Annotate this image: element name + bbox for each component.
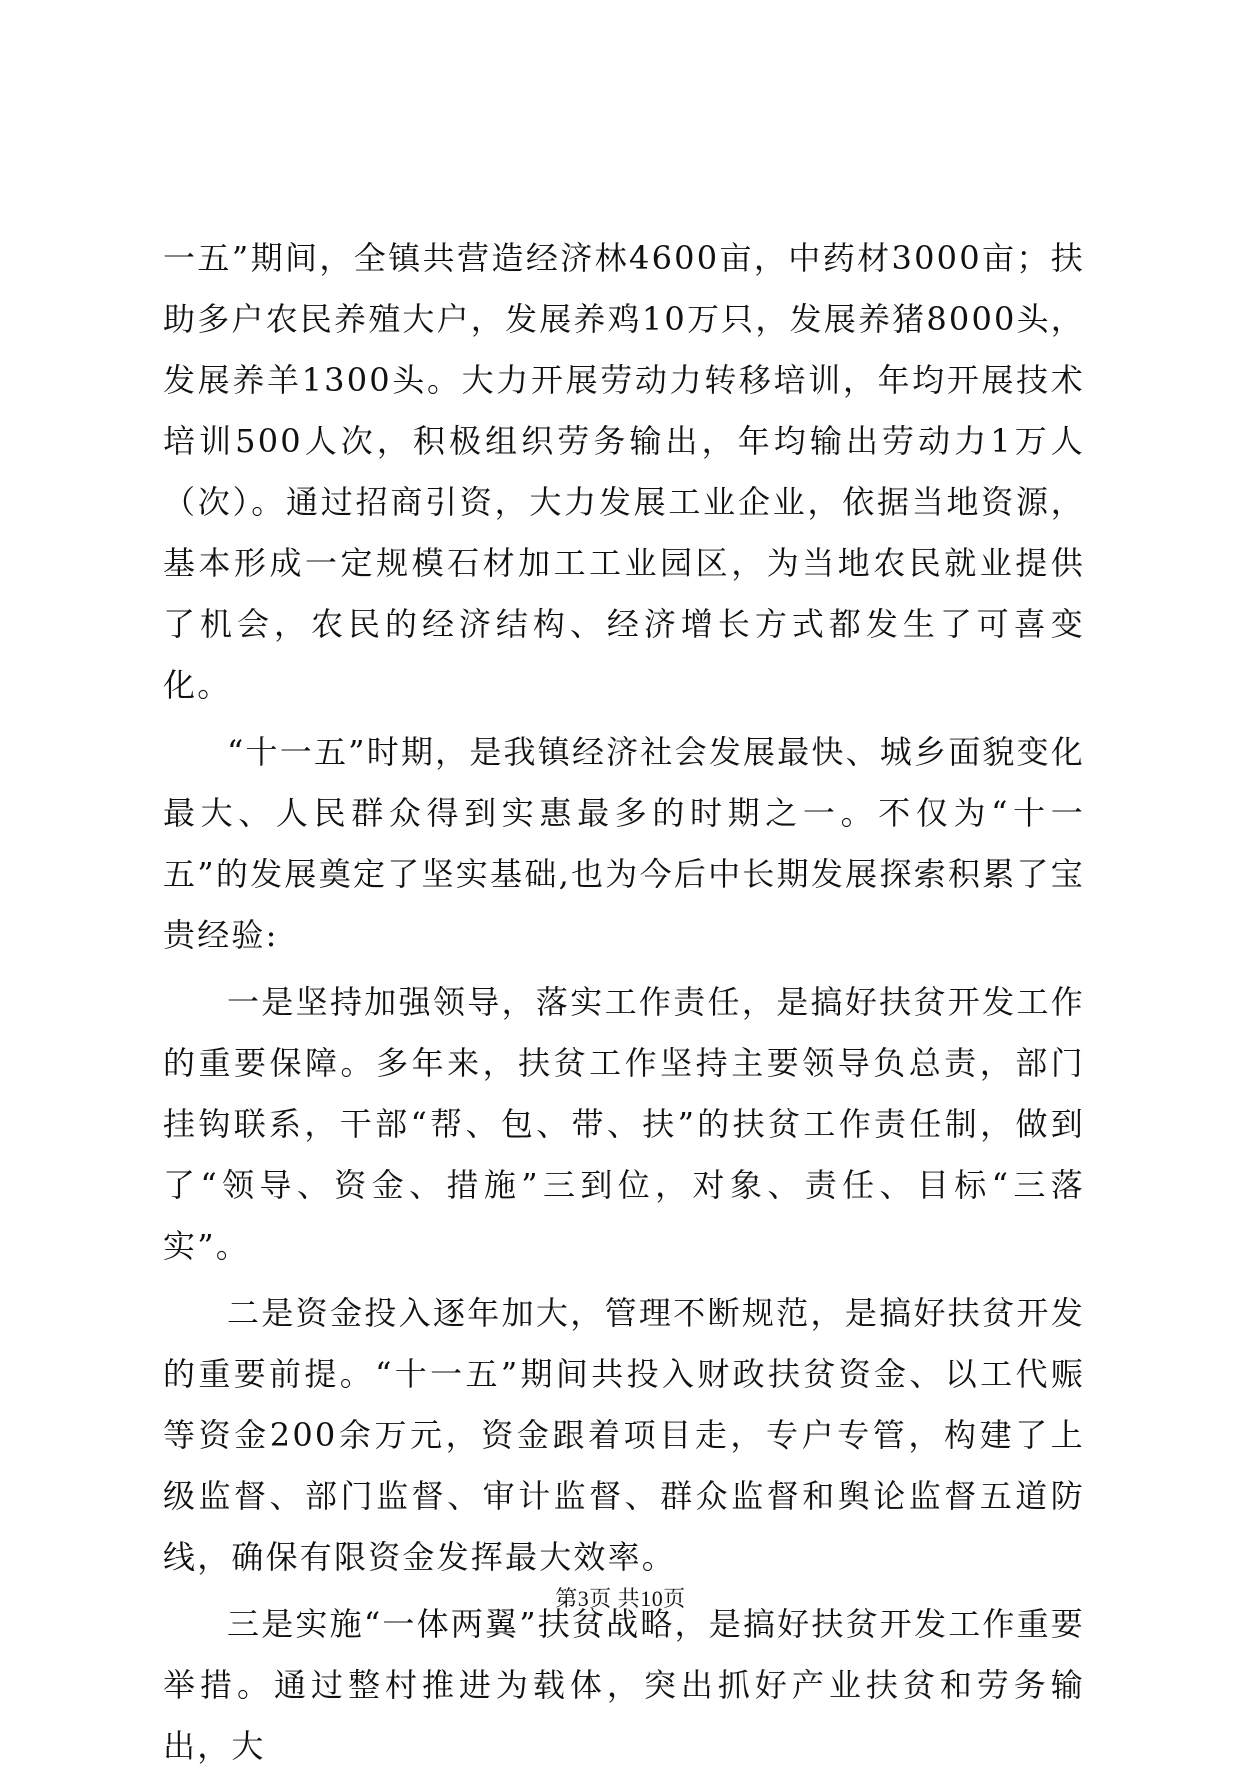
paragraph-period-summary: “十一五”时期，是我镇经济社会发展最快、城乡面貌变化最大、人民群众得到实惠最多的时期之一。不仅为“十一五”的发展奠定了坚实基础,也为今后中长期发展探索积累了宝贵经验: <box>163 733 1085 954</box>
document-body <box>163 228 1085 1783</box>
paragraph-continued: 一五”期间，全镇共营造经济林4600亩，中药材3000亩；扶助多户农民养殖大户，发展养鸡10万只，发展养猪8000头，发展养羊1300头。大力开展劳动力转移培训，年均开展技术培训500人次，积极组织劳务输出，年均输出劳动力1万人（次）。通过招商引资，大力发展工业企业，依据当地资源，基本形成一定规模石材加工工业园区，为当地农民就业提供了机会，农民的经济结构、经济增长方式都发生了可喜变化。 <box>163 239 1085 704</box>
paragraph-experience-three: 三是实施“一体两翼”扶贫战略，是搞好扶贫开发工作重要举措。通过整村推进为载体，突出抓好产业扶贫和劳务输出，大 <box>163 1605 1085 1765</box>
page-number-footer: 第3页 共10页 <box>555 1586 686 1611</box>
paragraph-experience-one: 一是坚持加强领导，落实工作责任，是搞好扶贫开发工作的重要保障。多年来，扶贫工作坚持主要领导负总责，部门挂钩联系，干部“帮、包、带、扶”的扶贫工作责任制，做到了“领导、资金、措施”三到位，对象、责任、目标“三落实”。 <box>163 983 1085 1265</box>
paragraph-experience-two: 二是资金投入逐年加大，管理不断规范，是搞好扶贫开发的重要前提。“十一五”期间共投入财政扶贫资金、以工代赈等资金200余万元，资金跟着项目走，专户专管，构建了上级监督、部门监督、审计监督、群众监督和舆论监督五道防线，确保有限资金发挥最大效率。 <box>163 1294 1085 1576</box>
